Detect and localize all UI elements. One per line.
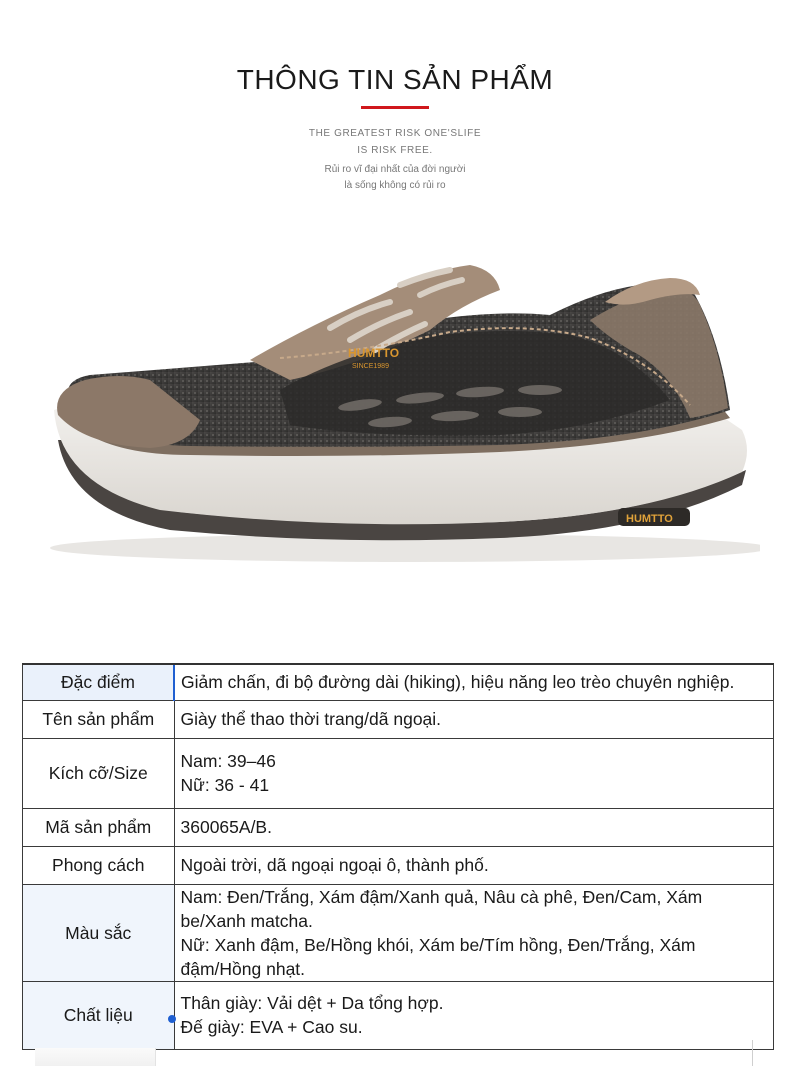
spec-value: 360065A/B. [174, 808, 774, 846]
spec-label: Màu sắc [23, 884, 175, 981]
tagline-en-2: IS RISK FREE. [357, 145, 433, 156]
spec-row [23, 981, 774, 1049]
spec-label: Kích cỡ/Size [23, 738, 175, 808]
spec-table [22, 663, 774, 1050]
page-title: THÔNG TIN SẢN PHẨM [236, 64, 554, 95]
spec-label: Tên sản phẩm [23, 700, 175, 738]
footer-strip [35, 1040, 753, 1066]
spec-row [23, 738, 774, 808]
spec-row [23, 808, 774, 846]
tagline-en-1: THE GREATEST RISK ONE'SLIFE [308, 128, 482, 139]
spec-row [23, 664, 774, 700]
spec-value: Ngoài trời, dã ngoại ngoại ô, thành phố. [174, 846, 774, 884]
title-underline [361, 106, 429, 109]
tagline-vi-1: Rủi ro vĩ đại nhất của đời người [324, 164, 466, 175]
footer-cell [35, 1048, 156, 1066]
tagline-vi-2: là sống không có rủi ro [344, 180, 446, 191]
spec-row [23, 700, 774, 738]
spec-label: Mã sản phẩm [23, 808, 175, 846]
brand-since-text: SINCE1989 [352, 363, 389, 370]
spec-label: Đặc điểm [23, 664, 175, 700]
spec-value: Nam: Đen/Trắng, Xám đậm/Xanh quả, Nâu cà phê, Đen/Cam, Xám be/Xanh matcha. Nữ: Xanh đậm, Be/Hồng khói, Xám be/Tím hồng, Đen/Trắng, Xám đậm/Hồng nhạt. [174, 884, 774, 981]
brand-logo-text: HUMTTO [348, 346, 400, 360]
spec-row [23, 846, 774, 884]
selection-handle[interactable] [168, 1015, 176, 1023]
spec-row [23, 884, 774, 981]
spec-label: Chất liệu [23, 981, 175, 1049]
shoe-illustration [30, 240, 760, 580]
spec-value: Nam: 39–46 Nữ: 36 - 41 [174, 738, 774, 808]
sole-brand-text: HUMTTO [626, 513, 673, 525]
spec-label: Phong cách [23, 846, 175, 884]
spec-value: Giày thể thao thời trang/dã ngoại. [174, 700, 774, 738]
spec-value: Giảm chấn, đi bộ đường dài (hiking), hiệu năng leo trèo chuyên nghiệp. [174, 664, 774, 700]
product-image [30, 240, 760, 580]
spec-value: Thân giày: Vải dệt + Da tổng hợp. Đế giày: EVA + Cao su. [174, 981, 774, 1049]
